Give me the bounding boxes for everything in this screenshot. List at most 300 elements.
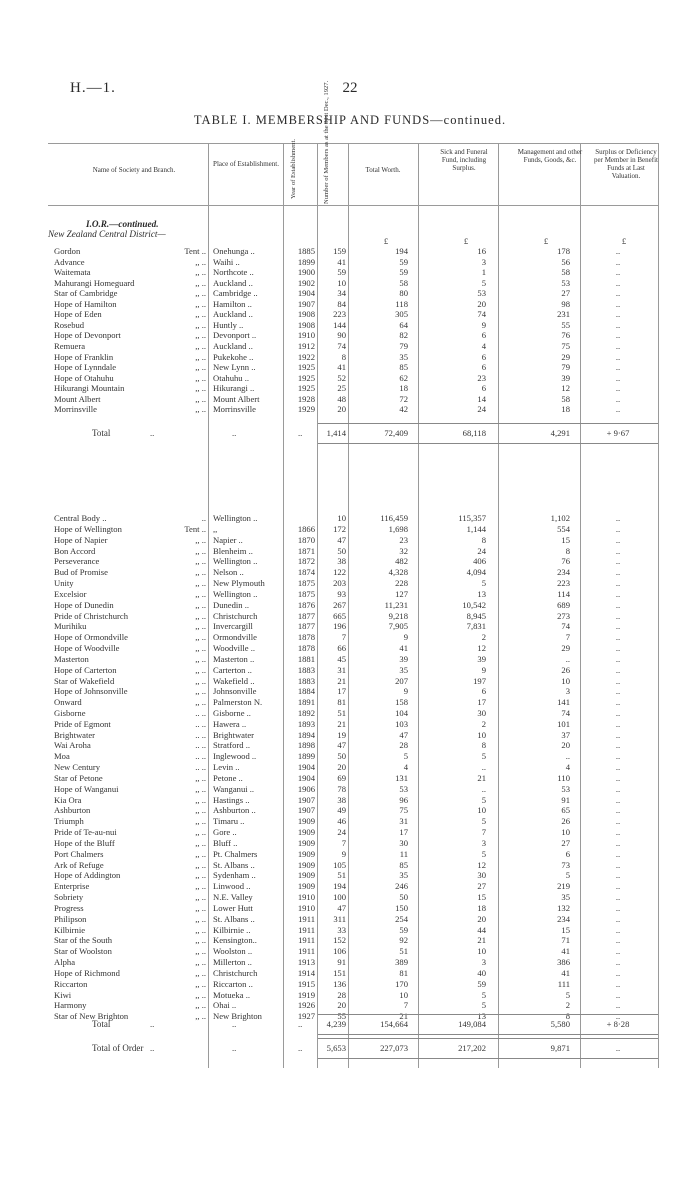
year-cell: 1929 [297,404,315,415]
surplus-cell: .. [615,1011,621,1022]
society-type-cell: .. .. [195,707,206,718]
society-type-cell: ,, .. [195,881,206,892]
year-cell: 1909 [297,848,315,859]
society-type-cell: ,, .. [195,319,206,330]
management-fund-cell: 231 [557,309,570,320]
total-dots: .. [298,1043,303,1053]
sick-fund-cell: 115,357 [458,513,486,523]
surplus-cell: .. [615,523,621,534]
society-name-cell: Star of Woolston [54,946,112,957]
society-type-cell: ,, .. [195,588,206,599]
members-cell: 50 [337,545,346,556]
members-cell: 25 [337,383,346,394]
place-cell: Wellington .. [213,556,258,567]
management-fund-cell: 53 [561,277,570,288]
society-name-cell: Star of Petone [54,772,103,783]
total-members: 5,653 [326,1043,346,1053]
place-cell: Pt. Chalmers [213,848,258,859]
society-type-cell: ,, .. [195,1000,206,1011]
members-cell: 20 [337,404,346,415]
year-cell: 1909 [297,827,315,838]
surplus-cell: .. [615,805,621,816]
society-type-cell: ,, .. [195,794,206,805]
place-cell: Palmerston N. [213,697,263,708]
society-name-cell: Hope of Lynndale [54,362,117,373]
place-cell: Wellington .. [213,513,258,523]
total-worth-cell: 7 [403,1000,408,1011]
total-worth-cell: 42 [399,404,408,415]
year-cell: 1892 [297,707,315,718]
sick-fund-cell: 13 [477,1011,486,1022]
society-type-cell: ,, .. [195,653,206,664]
surplus-cell: .. [615,319,621,330]
sick-fund-cell: 44 [477,924,486,935]
year-cell: 1910 [297,330,315,341]
total-worth-cell: 72 [399,393,408,404]
society-type-cell: ,, .. [195,913,206,924]
currency-symbol: £ [383,236,389,246]
year-cell: 1904 [297,762,315,773]
society-name-cell: Pride of Christchurch [54,610,128,621]
society-name-cell: Bon Accord [54,545,96,556]
surplus-cell: .. [615,513,621,523]
total-worth-cell: 104 [395,707,408,718]
place-cell: Petone .. [213,772,243,783]
total-members: 4,239 [326,1019,346,1029]
surplus-cell: .. [615,664,621,675]
year-cell: 1883 [297,675,315,686]
society-type-cell: .. .. [195,762,206,773]
society-type-cell: ,, .. [195,686,206,697]
year-cell: 1904 [297,772,315,783]
members-cell: 24 [337,827,346,838]
header-bottom-rule [48,205,658,206]
members-cell: 34 [337,288,346,299]
year-cell: 1893 [297,718,315,729]
surplus-cell: .. [615,393,621,404]
total-surplus: + 9·67 [606,428,630,438]
place-cell: Waihi .. [213,256,240,267]
management-fund-cell: 71 [561,935,570,946]
management-fund-cell: 39 [561,372,570,383]
management-fund-cell: 110 [557,772,570,783]
society-name-cell: Wai Aroha [54,740,91,751]
total-management: 4,291 [550,428,570,438]
society-name-cell: Star of Wakefield [54,675,115,686]
society-type-cell: ,, .. [195,924,206,935]
society-type-cell: ,, .. [195,697,206,708]
management-fund-cell: 53 [561,783,570,794]
total-worth: 72,409 [384,428,408,438]
total-worth-cell: 103 [395,718,408,729]
sick-fund-cell: 27 [477,881,486,892]
society-name-cell: Pride of Te-au-nui [54,827,117,838]
society-name-cell: Kilbirnie [54,924,86,935]
society-type-cell: ,, .. [195,534,206,545]
currency-symbol: £ [463,236,469,246]
members-cell: 49 [337,805,346,816]
total-worth-cell: 4,328 [388,567,408,578]
place-cell: Riccarton .. [213,978,253,989]
society-name-cell: Port Chalmers [54,848,104,859]
total-box [318,423,658,444]
surplus-cell: .. [615,545,621,556]
year-cell: 1875 [297,578,315,588]
table-title: TABLE I. MEMBERSHIP AND FUNDS—continued. [193,113,507,127]
surplus-cell: .. [615,718,621,729]
society-type-cell: .. .. [195,718,206,729]
surplus-cell: .. [615,837,621,848]
society-type-cell: ,, .. [195,772,206,783]
management-fund-cell: 10 [561,827,570,838]
management-fund-cell: 101 [557,718,570,729]
members-cell: 84 [337,298,346,309]
society-type-cell: ,, .. [195,946,206,957]
year-cell: 1911 [298,935,315,946]
society-type-cell: ,, .. [195,870,206,881]
year-cell: 1875 [297,588,315,599]
management-fund-cell: 386 [557,957,570,967]
col-header-year: Year of Establishment. [290,139,297,199]
total-worth-cell: 207 [395,675,408,686]
management-fund-cell: 91 [561,794,570,805]
column-rule [208,143,209,1068]
society-type-cell: ,, .. [195,902,206,913]
year-cell: 1883 [297,664,315,675]
surplus-cell: .. [615,632,621,643]
place-cell: Levin .. [213,762,240,773]
society-name-cell: Brightwater [54,729,96,740]
surplus-cell: .. [615,246,621,256]
surplus-cell: .. [615,567,621,578]
sick-fund-cell: 5 [481,1000,486,1011]
total-worth-cell: 158 [395,697,408,708]
sick-fund-cell: 23 [477,372,486,383]
year-cell: 1874 [297,567,315,578]
sick-fund-cell: 10 [477,946,486,957]
management-fund-cell: 2 [565,1000,570,1011]
society-name-cell: Philipson [54,913,87,924]
surplus-cell: .. [615,783,621,794]
society-name-cell: Riccarton [54,978,88,989]
members-cell: 311 [333,913,346,924]
year-cell: 1925 [297,362,315,373]
sick-fund-cell: 15 [477,892,486,902]
society-type-cell: ,, .. [195,372,206,383]
management-fund-cell: 3 [565,686,570,697]
surplus-cell: .. [615,762,621,773]
sick-fund-cell: 3 [481,957,486,967]
total-worth-cell: 79 [399,340,408,351]
sick-fund-cell: 10 [477,729,486,740]
total-worth-cell: 58 [399,277,408,288]
management-fund-cell: 234 [557,913,570,924]
surplus-cell: .. [615,935,621,946]
surplus-cell: .. [615,848,621,859]
column-rule [418,143,419,1068]
currency-symbol: £ [543,236,549,246]
surplus-cell: .. [615,827,621,838]
year-cell: 1919 [297,989,315,1000]
year-cell: 1911 [298,913,315,924]
total-worth-cell: 254 [395,913,408,924]
place-cell: Gore .. [213,827,237,838]
year-cell: 1907 [297,298,315,309]
society-type-cell: ,, .. [195,621,206,632]
total-management: 5,580 [550,1019,570,1029]
management-fund-cell: 20 [561,740,570,751]
place-cell: N.E. Valley [213,892,253,902]
society-name-cell: Rosebud [54,319,85,330]
total-worth-cell: 11 [399,848,408,859]
total-sick-fund: 68,118 [462,428,486,438]
column-rule [658,143,659,1068]
management-fund-cell: 35 [561,892,570,902]
place-cell: Masterton .. [213,653,255,664]
year-cell: 1925 [297,372,315,383]
total-dots: .. [232,428,237,438]
total-worth-cell: 11,231 [384,599,408,610]
year-cell: 1925 [297,383,315,394]
total-worth-cell: 30 [399,837,408,848]
society-type-cell: ,, .. [195,277,206,288]
total-members: 1,414 [326,428,346,438]
management-fund-cell: 15 [561,534,570,545]
place-cell: New Brighton [213,1011,262,1022]
members-cell: 8 [341,351,346,362]
society-name-cell: Star of Cambridge [54,288,118,299]
society-name-cell: Hope of Addington [54,870,121,881]
surplus-cell: .. [615,610,621,621]
members-cell: 47 [337,740,346,751]
society-name-cell: Gisborne [54,707,86,718]
sick-fund-cell: 3 [481,256,486,267]
total-worth-cell: 59 [399,924,408,935]
sick-fund-cell: 40 [477,967,486,978]
year-cell: 1928 [297,393,315,404]
management-fund-cell: 141 [557,697,570,708]
total-worth: 154,664 [380,1019,408,1029]
members-cell: 203 [333,578,346,588]
place-cell: Timaru .. [213,816,245,827]
place-cell: Millerton .. [213,957,252,967]
sick-fund-cell: .. [481,762,486,773]
society-name-cell: Murihiku [54,621,87,632]
management-fund-cell: 76 [561,330,570,341]
year-cell: 1885 [297,246,315,256]
place-cell: Lower Hutt [213,902,253,913]
total-worth-cell: 85 [399,859,408,870]
total-surplus: + 8·28 [606,1019,630,1029]
surplus-cell: .. [615,729,621,740]
society-name-cell: Morrinsville [54,404,97,415]
place-cell: Ashburton .. [213,805,256,816]
members-cell: 55 [337,1011,346,1022]
place-cell: St. Albans .. [213,859,255,870]
members-cell: 91 [337,957,346,967]
total-worth-cell: 228 [395,578,408,588]
society-name-cell: Onward [54,697,82,708]
society-type-cell: ,, .. [195,362,206,373]
sick-fund-cell: 5 [481,578,486,588]
total-label: Total [92,1019,111,1029]
place-cell: Ohai .. [213,1000,237,1011]
surplus-cell: .. [615,578,621,588]
management-fund-cell: 178 [557,246,570,256]
year-cell: 1915 [297,978,315,989]
year-cell: 1907 [297,794,315,805]
place-cell: Linwood .. [213,881,251,892]
management-fund-cell: 29 [561,351,570,362]
management-fund-cell: 234 [557,567,570,578]
society-name-cell: Enterprise [54,881,90,892]
management-fund-cell: 223 [557,578,570,588]
year-cell: 1878 [297,643,315,653]
sick-fund-cell: 16 [477,246,486,256]
total-worth-cell: 194 [395,246,408,256]
surplus-cell: .. [615,288,621,299]
management-fund-cell: 41 [561,967,570,978]
society-name-cell: Star of New Brighton [54,1011,129,1022]
members-cell: 28 [337,989,346,1000]
column-rule [580,143,581,1068]
members-cell: 172 [333,523,346,534]
sick-fund-cell: 4,094 [466,567,486,578]
members-cell: 21 [337,718,346,729]
society-name-cell: Hope of Devonport [54,330,121,341]
members-cell: 17 [337,686,346,697]
col-header-members: Number of Members as at the 31st Dec., 1927. [323,80,330,204]
sick-fund-cell: 4 [481,340,486,351]
society-type-cell: ,, .. [195,837,206,848]
place-cell: Cambridge .. [213,288,258,299]
year-cell: 1881 [297,653,315,664]
management-fund-cell: 273 [557,610,570,621]
society-type-cell: ,, .. [195,816,206,827]
management-fund-cell: 58 [561,393,570,404]
surplus-cell: .. [615,881,621,892]
total-worth-cell: 50 [399,892,408,902]
total-worth-cell: 482 [395,556,408,567]
management-fund-cell: 65 [561,805,570,816]
management-fund-cell: .. [565,751,570,762]
total-worth-cell: 75 [399,805,408,816]
total-worth-cell: 32 [399,545,408,556]
members-cell: 20 [337,1000,346,1011]
total-dots: .. [150,428,155,438]
surplus-cell: .. [615,351,621,362]
society-name-cell: Kiwi [54,989,72,1000]
sick-fund-cell: 7 [481,827,486,838]
members-cell: 46 [337,816,346,827]
total-dots: .. [298,1019,303,1029]
society-type-cell: ,, .. [195,827,206,838]
surplus-cell: .. [615,298,621,309]
society-name-cell: Kia Ora [54,794,82,805]
society-name-cell: Hope of Johnsonville [54,686,128,697]
place-cell: Bluff .. [213,837,238,848]
members-cell: 48 [337,393,346,404]
members-cell: 93 [337,588,346,599]
society-name-cell: Hope of Wellington [54,523,122,534]
members-cell: 52 [337,372,346,383]
society-type-cell: ,, .. [195,957,206,967]
sick-fund-cell: 12 [477,643,486,653]
management-fund-cell: 27 [561,837,570,848]
management-fund-cell: 1,102 [550,513,570,523]
members-cell: 66 [337,643,346,653]
place-cell: Ormondville [213,632,257,643]
management-fund-cell: 5 [565,989,570,1000]
society-name-cell: Ashburton [54,805,91,816]
surplus-cell: .. [615,989,621,1000]
sick-fund-cell: 21 [477,935,486,946]
society-type-cell: ,, .. [195,340,206,351]
society-type-cell: ,, .. [195,351,206,362]
surplus-cell: .. [615,859,621,870]
society-name-cell: Unity [54,578,74,588]
members-cell: 90 [337,330,346,341]
year-cell: 1906 [297,783,315,794]
members-cell: 47 [337,534,346,545]
total-worth-cell: 10 [399,989,408,1000]
year-cell: 1884 [297,686,315,697]
surplus-cell: .. [615,556,621,567]
society-name-cell: Mount Albert [54,393,101,404]
place-cell: Morrinsville [213,404,256,415]
total-dots: .. [232,1019,237,1029]
sick-fund-cell: 1,144 [466,523,486,534]
col-header-society: Name of Society and Branch. [92,166,176,174]
place-cell: Otahuhu .. [213,372,250,383]
society-type-cell: ,, .. [195,989,206,1000]
surplus-cell: .. [615,267,621,278]
society-name-cell: Hikurangi Mountain [54,383,125,394]
society-name-cell: Hope of the Bluff [54,837,115,848]
sick-fund-cell: 59 [477,978,486,989]
surplus-cell: .. [615,697,621,708]
society-name-cell: Central Body .. [54,513,107,523]
society-type-cell: Tent .. [184,246,206,256]
total-worth-cell: 96 [399,794,408,805]
place-cell: Stratford .. [213,740,250,751]
total-worth-cell: 51 [399,946,408,957]
year-cell: 1900 [297,267,315,278]
total-worth-cell: 59 [399,267,408,278]
management-fund-cell: 12 [561,383,570,394]
year-cell: 1899 [297,256,315,267]
place-cell: Brightwater [213,729,255,740]
society-type-cell: ,, .. [195,256,206,267]
total-worth-cell: 305 [395,309,408,320]
members-cell: 100 [333,892,346,902]
society-name-cell: Ark of Refuge [54,859,104,870]
members-cell: 38 [337,556,346,567]
members-cell: 59 [337,267,346,278]
sick-fund-cell: 5 [481,848,486,859]
society-type-cell: ,, .. [195,309,206,320]
sick-fund-cell: 5 [481,794,486,805]
year-cell: 1910 [297,892,315,902]
management-fund-cell: 114 [557,588,570,599]
society-type-cell: ,, .. [195,578,206,588]
place-cell: Sydenham .. [213,870,256,881]
year-cell: 1877 [297,610,315,621]
sick-fund-cell: 6 [481,383,486,394]
place-cell: Woodville .. [213,643,256,653]
society-type-cell: Tent .. [184,523,206,534]
society-type-cell: ,, .. [195,967,206,978]
